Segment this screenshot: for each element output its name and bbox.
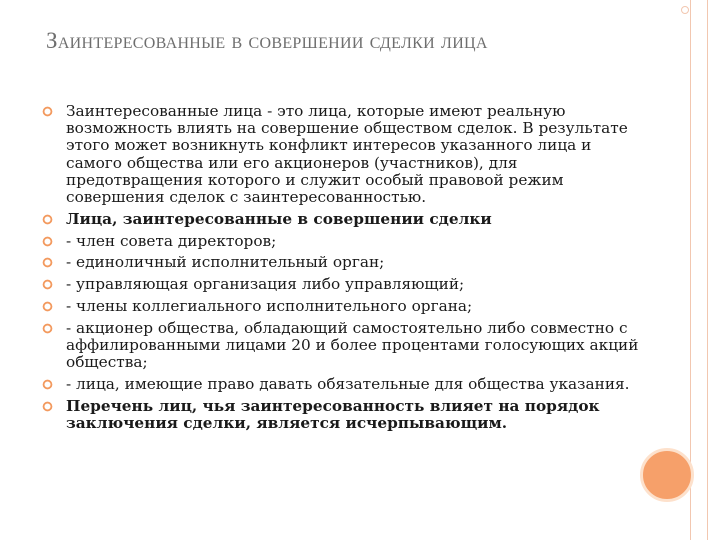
list-item xyxy=(42,398,642,432)
bullet-icon xyxy=(42,257,53,268)
list-item-text: - управляющая организация либо управляющий; xyxy=(66,275,465,294)
bullet-icon xyxy=(42,401,53,412)
slide-title: Заинтересованные в совершении сделки лица xyxy=(46,28,488,53)
list-item xyxy=(42,211,642,228)
list-item-text: - единоличный исполнительный орган; xyxy=(66,253,385,272)
list-item xyxy=(42,276,642,293)
list-item-text: - лица, имеющие право давать обязательные для общества указания. xyxy=(66,375,630,393)
list-item-text: - член совета директоров; xyxy=(66,231,277,250)
list-item-text: Лица, заинтересованные в совершении сделки xyxy=(66,209,492,228)
list-item-text: - акционер общества, обладающий самостоятельно либо совместно с аффилированными лицами 20 и более процентами голосующих акций общества; xyxy=(66,318,639,372)
list-item-text: Перечень лиц, чья заинтересованность влияет на порядок заключения сделки, является исчерпывающим. xyxy=(66,396,600,432)
list-item xyxy=(42,254,642,271)
bullet-icon xyxy=(42,301,53,312)
list-item xyxy=(42,298,642,315)
decorative-frame xyxy=(690,0,708,540)
bullet-icon xyxy=(42,279,53,290)
list-item xyxy=(42,233,642,250)
bullet-icon xyxy=(42,323,53,334)
bullet-list xyxy=(42,103,642,437)
list-item xyxy=(42,320,642,372)
list-item-text: - члены коллегиального исполнительного органа; xyxy=(66,297,473,315)
list-item xyxy=(42,376,642,393)
frame-dot-icon xyxy=(681,6,689,14)
decorative-circle xyxy=(640,448,694,502)
list-item-text: Заинтересованные лица - это лица, которые имеют реальную возможность влиять на совершение обществом сделок. В результате этого может возникнуть конфликт интересов указанного лица и самого общества или его акционеров (участников), для предотвращения которого и служит особый правовой режим совершения сделок с заинтересованностью. xyxy=(66,102,628,207)
bullet-icon xyxy=(42,379,53,390)
bullet-icon xyxy=(42,106,53,117)
list-item xyxy=(42,103,642,206)
bullet-icon xyxy=(42,214,53,225)
bullet-icon xyxy=(42,236,53,247)
